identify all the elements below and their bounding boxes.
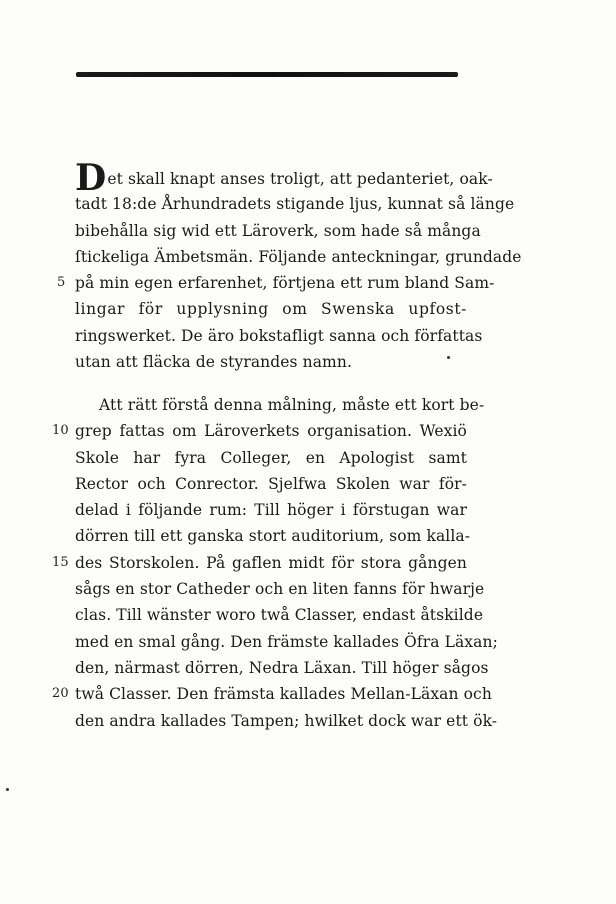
- text-line: ſtickeliga Ämbetsmän. Följande anteckningar, grundade: [75, 247, 522, 266]
- text-line: med en smal gång. Den främste kallades Öfra Läxan;: [75, 632, 498, 651]
- stray-mark: [6, 788, 9, 791]
- line-number: 20: [52, 686, 69, 702]
- paragraph-1: [57, 157, 522, 375]
- text-line: lingar för upplysning om Swenska upfost-: [75, 300, 467, 319]
- text-line: Skole har fyra Colleger, en Apologist samt: [75, 448, 467, 467]
- text-line: Rector och Conrector. Sjelfwa Skolen war för-: [75, 474, 467, 493]
- text-line: sågs en stor Catheder och en liten fanns för hwarje: [75, 580, 485, 599]
- text-line: bibehålla sig wid ett Läroverk, som hade så många: [75, 221, 481, 240]
- line-number: 10: [52, 423, 69, 439]
- drop-cap: D: [75, 157, 107, 199]
- text-line: 5 på min egen erfarenhet, förtjena ett rum bland Sam-: [75, 270, 467, 296]
- text-line: clas. Till wänster woro twå Classer, endast åtskilde: [75, 606, 484, 625]
- text-line: ringswerket. De äro bokstafligt sanna och författas: [75, 326, 483, 345]
- text-line: Att rätt förstå denna målning, måste ett kort be-: [99, 396, 485, 414]
- text-line: delad i följande rum: Till höger i förstugan war: [75, 501, 467, 520]
- text-line: Det skall knapt anses troligt, att pedanteriet, oak-: [75, 157, 493, 199]
- text-line: den andra kallades Tampen; hwilket dock war ett ök-: [75, 711, 498, 730]
- text-line: dörren till ett ganska stort auditorium, som kalla-: [75, 527, 471, 546]
- text-line: tadt 18:de Århundradets stigande ljus, kunnat så länge: [75, 195, 515, 214]
- text-line: 20 twå Classer. Den främsta kallades Mellan-Läxan och: [75, 681, 467, 707]
- text-line: utan att fläcka de styrandes namn.: [75, 353, 352, 372]
- paragraph-2: [52, 392, 498, 734]
- text-line: den, närmast dörren, Nedra Läxan. Till höger sågos: [75, 658, 489, 677]
- text-line: 15 des Storskolen. På gaflen midt för stora gången: [75, 550, 467, 576]
- header-rule: [76, 72, 458, 77]
- line-number: 15: [52, 554, 69, 570]
- line-number: 5: [57, 275, 66, 291]
- text-line: 10 grep fattas om Läroverkets organisation. Wexiö: [75, 418, 467, 444]
- stray-mark: [447, 356, 450, 359]
